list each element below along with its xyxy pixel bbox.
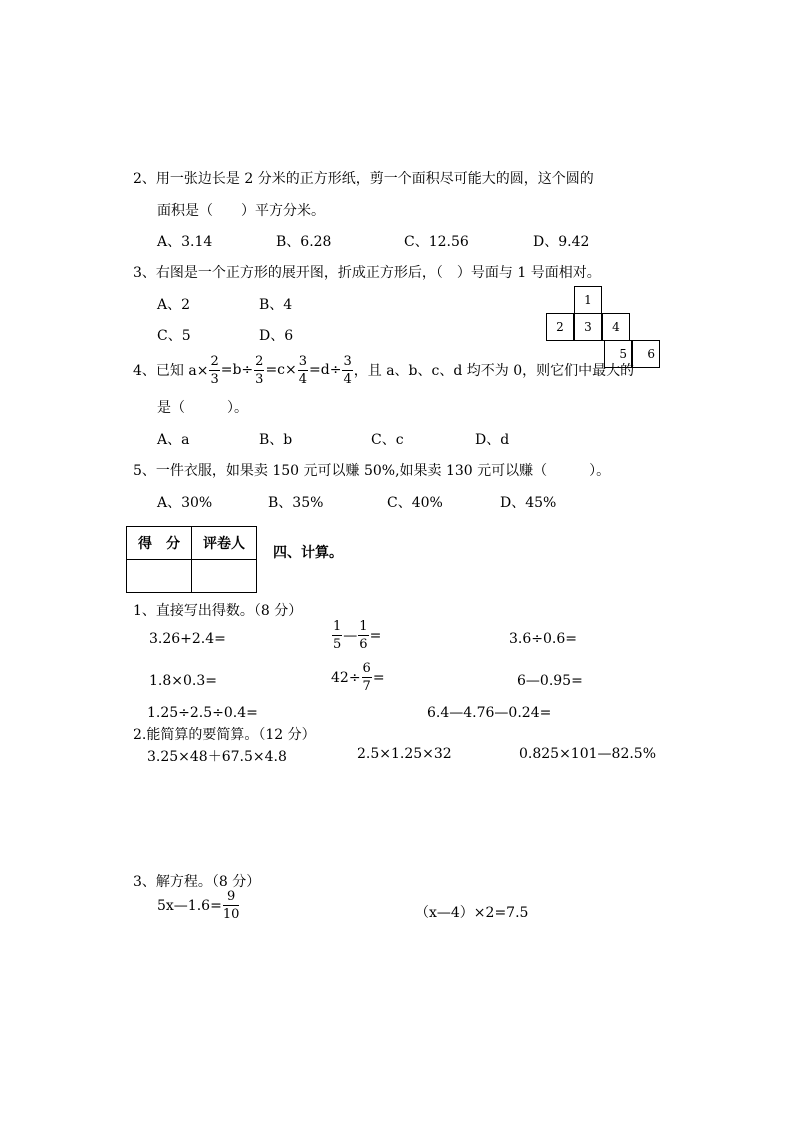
q4-option-d: D、d — [475, 432, 510, 448]
q4-fraction-1: $\frac{2}{3}$ — [210, 353, 219, 387]
calc3-expr-2: （x—4）×2=7.5 — [415, 905, 529, 921]
q3-option-d: D、6 — [259, 328, 294, 344]
section-4-title: 四、计算。 — [273, 545, 343, 561]
calc1-expr-5: 42÷ $\frac{6}{7}$ = — [331, 661, 385, 694]
q3-line1: 3、右图是一个正方形的展开图，折成正方形后，（ ）号面与 1 号面相对。 — [133, 265, 601, 281]
q4-option-b: B、b — [259, 432, 293, 448]
q2-option-b: B、6.28 — [276, 234, 332, 250]
q5-option-c: C、40% — [387, 495, 443, 511]
q2-line1: 2、用一张边长是 2 分米的正方形纸，剪一个面积尽可能大的圆，这个圆的 — [133, 171, 594, 187]
q4-option-a: A、a — [157, 432, 190, 448]
calc3-expr1-frac: $\frac{9}{10}$ — [222, 889, 240, 922]
calc2-title: 2.能简算的要简算。（12 分） — [133, 727, 316, 743]
net-cell-4: 4 — [602, 313, 630, 341]
calc1-expr-7: 1.25÷2.5÷0.4= — [147, 705, 258, 721]
calc1-expr-3: 3.6÷0.6= — [509, 631, 577, 647]
score-cell[interactable] — [127, 560, 192, 593]
net-cell-3: 3 — [574, 313, 602, 341]
q4-mid-2: =c× — [265, 362, 297, 378]
q2-option-c: C、12.56 — [404, 234, 469, 250]
q2-line2: 面积是（ ）平方分米。 — [157, 203, 325, 219]
q4-fraction-4: $\frac{3}{4}$ — [343, 353, 352, 387]
net-cell-6: 6 — [632, 340, 660, 368]
q4-fraction-2: $\frac{2}{3}$ — [255, 353, 264, 387]
calc3-expr-1: 5x—1.6= $\frac{9}{10}$ — [157, 889, 240, 922]
net-cell-1: 1 — [574, 286, 602, 314]
q4-option-c: C、c — [371, 432, 404, 448]
calc1-expr2-frac-2: $\frac{1}{6}$ — [359, 619, 368, 652]
q5-option-b: B、35% — [268, 495, 324, 511]
q4-prefix: 4、已知 a× — [133, 363, 209, 379]
calc3-title: 3、解方程。（8 分） — [133, 874, 261, 890]
q3-option-b: B、4 — [259, 297, 293, 313]
q4-mid-1: =b÷ — [220, 362, 254, 378]
calc1-expr-2: $\frac{1}{5}$ — $\frac{1}{6}$ = — [333, 619, 382, 652]
q2-option-a: A、3.14 — [157, 234, 213, 250]
net-cell-2: 2 — [546, 313, 574, 341]
calc1-expr-4: 1.8×0.3= — [149, 673, 217, 689]
grader-header: 评卷人 — [192, 527, 257, 560]
q4-suffix: ，且 a、b、c、d 均不为 0，则它们中最大的 — [353, 363, 635, 379]
q3-option-c: C、5 — [157, 328, 191, 344]
q4-line2: 是（ ）。 — [157, 400, 248, 416]
q5-option-d: D、45% — [500, 495, 557, 511]
calc1-expr2-frac-1: $\frac{1}{5}$ — [333, 619, 342, 652]
calc2-expr-2: 2.5×1.25×32 — [357, 746, 452, 762]
calc1-title: 1、直接写出得数。（8 分） — [133, 603, 303, 619]
calc2-expr-3: 0.825×101—82.5% — [519, 746, 657, 762]
q4-mid-3: =d÷ — [309, 362, 342, 378]
net-cell-5: 5 — [604, 340, 632, 368]
q5-line1: 5、一件衣服，如果卖 150 元可以赚 50%,如果卖 130 元可以赚（ ）。 — [133, 463, 611, 479]
calc1-expr-1: 3.26+2.4= — [149, 631, 226, 647]
calc1-expr5-frac: $\frac{6}{7}$ — [362, 661, 371, 694]
q4-line1 — [133, 352, 634, 388]
score-header: 得 分 — [127, 527, 192, 560]
score-table — [126, 526, 257, 593]
q5-option-a: A、30% — [157, 495, 213, 511]
calc2-expr-1: 3.25×48＋67.5×4.8 — [147, 749, 287, 765]
q2-option-d: D、9.42 — [533, 234, 590, 250]
q3-option-a: A、2 — [157, 297, 191, 313]
calc1-expr-6: 6—0.95= — [517, 673, 583, 689]
q4-fraction-3: $\frac{3}{4}$ — [298, 353, 308, 387]
grader-cell[interactable] — [192, 560, 257, 593]
calc1-expr-8: 6.4—4.76—0.24= — [427, 705, 552, 721]
